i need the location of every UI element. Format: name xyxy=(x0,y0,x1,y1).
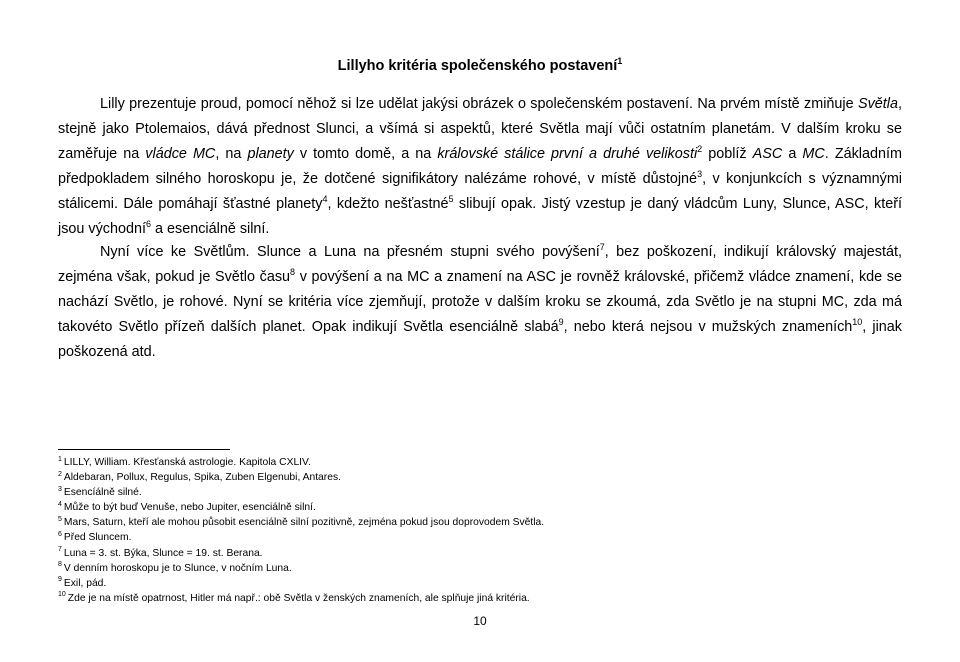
title-text: Lillyho kritéria společenského postavení xyxy=(337,57,618,74)
page-number: 10 xyxy=(473,614,487,628)
title-footnote-ref: 1 xyxy=(617,56,623,66)
footnote: $^3$ Esencíálně silné. xyxy=(58,485,142,499)
footnote-ref-3: 3 xyxy=(697,169,703,180)
footnote-ref-6: 6 xyxy=(146,219,152,230)
footnote: $^7$ Luna = 3. st. Býka, Slunce = 19. st. Berana. xyxy=(58,546,263,559)
footnote: $^{10}$ Zde je na místě opatrnost, Hitler má např.: obě Světla v ženských znameních, ale splňuje jiná kritéria. xyxy=(58,591,530,604)
footnote: $^8$ V denním horoskopu je to Slunce, v nočním Luna. xyxy=(58,561,292,574)
footnote: $^4$ Může to být buď Venuše, nebo Jupiter, esenciálně silní. xyxy=(58,500,316,514)
footnotes xyxy=(58,455,902,606)
footnote: $^2$ Aldebaran, Pollux, Regulus, Spika, Zuben Elgenubi, Antares. xyxy=(58,470,341,484)
footnote-ref-7: 7 xyxy=(599,242,605,253)
paragraph-1: Lilly prezentuje proud, pomocí něhož si lze udělat jakýsi obrázek o společenském postavení. Na prvém místě zmiňuje Světla, stejně jako Ptolemaios, dává přednost Slunci, a všímá si aspektů, které Světla mají vůči ostatním planetám. V dalším kroku se zaměřuje na vládce MC, na planety v tomto domě, a na královské stálice první a druhé velikosti$^2$ poblíž ASC a MC. Základním předpokladem silného horoskopu je, že dotčené signifikátory nalézáme rohové, v místě důstojné$^3$, v konjunkcích s významnými stálicemi. Dále pomáhají šťastné planety$^4$, kdežto nešťastné$^5$ slibují opak. Jistý vzestup je daný vládcům Luny, Slunce, ASC, kteří jsou východní$^6$ a esenciálně silní. xyxy=(58,96,902,237)
footnote-separator xyxy=(58,449,230,450)
footnote-ref-10: 10 xyxy=(852,317,863,328)
footnote: $^6$ Před Sluncem. xyxy=(58,531,132,544)
footnote: $^5$ Mars, Saturn, kteří ale mohou působit esenciálně silní pozitivně, zejména pokud jsou doprovodem Světla. xyxy=(58,515,545,529)
footnote-ref-5: 5 xyxy=(448,194,454,205)
footnote-ref-8: 8 xyxy=(290,267,296,278)
footnote-ref-2: 2 xyxy=(697,144,703,155)
footnote: $^9$ Exil, pád. xyxy=(58,576,107,589)
footnote-ref-9: 9 xyxy=(558,317,564,328)
paragraph-2: Nyní více ke Světlům. Slunce a Luna na přesném stupni svého povýšení$^7$, bez poškození, indikují královský majestát, zejména však, pokud je Světlo času$^8$ v povýšení a na MC a znamení na ASC je rovněž královské, přičemž vládce znamení, kde se nachází Světlo, je rohové. Nyní se kritéria více zjemňují, protože v dalším kroku se zkoumá, zda Světlo je na stupni MC, zda má takovéto Světlo přízeň dalších planet. Opak indikují Světla esenciálně slabá$^9$, nebo která nejsou v mužských znameních$^{10}$, jinak poškozená atd. xyxy=(58,242,903,360)
footnote: $^1$ LILLY, William. Křesťanská astrologie. Kapitola CXLIV. xyxy=(58,455,311,468)
footnote-ref-4: 4 xyxy=(322,194,328,205)
page-title xyxy=(0,56,960,74)
